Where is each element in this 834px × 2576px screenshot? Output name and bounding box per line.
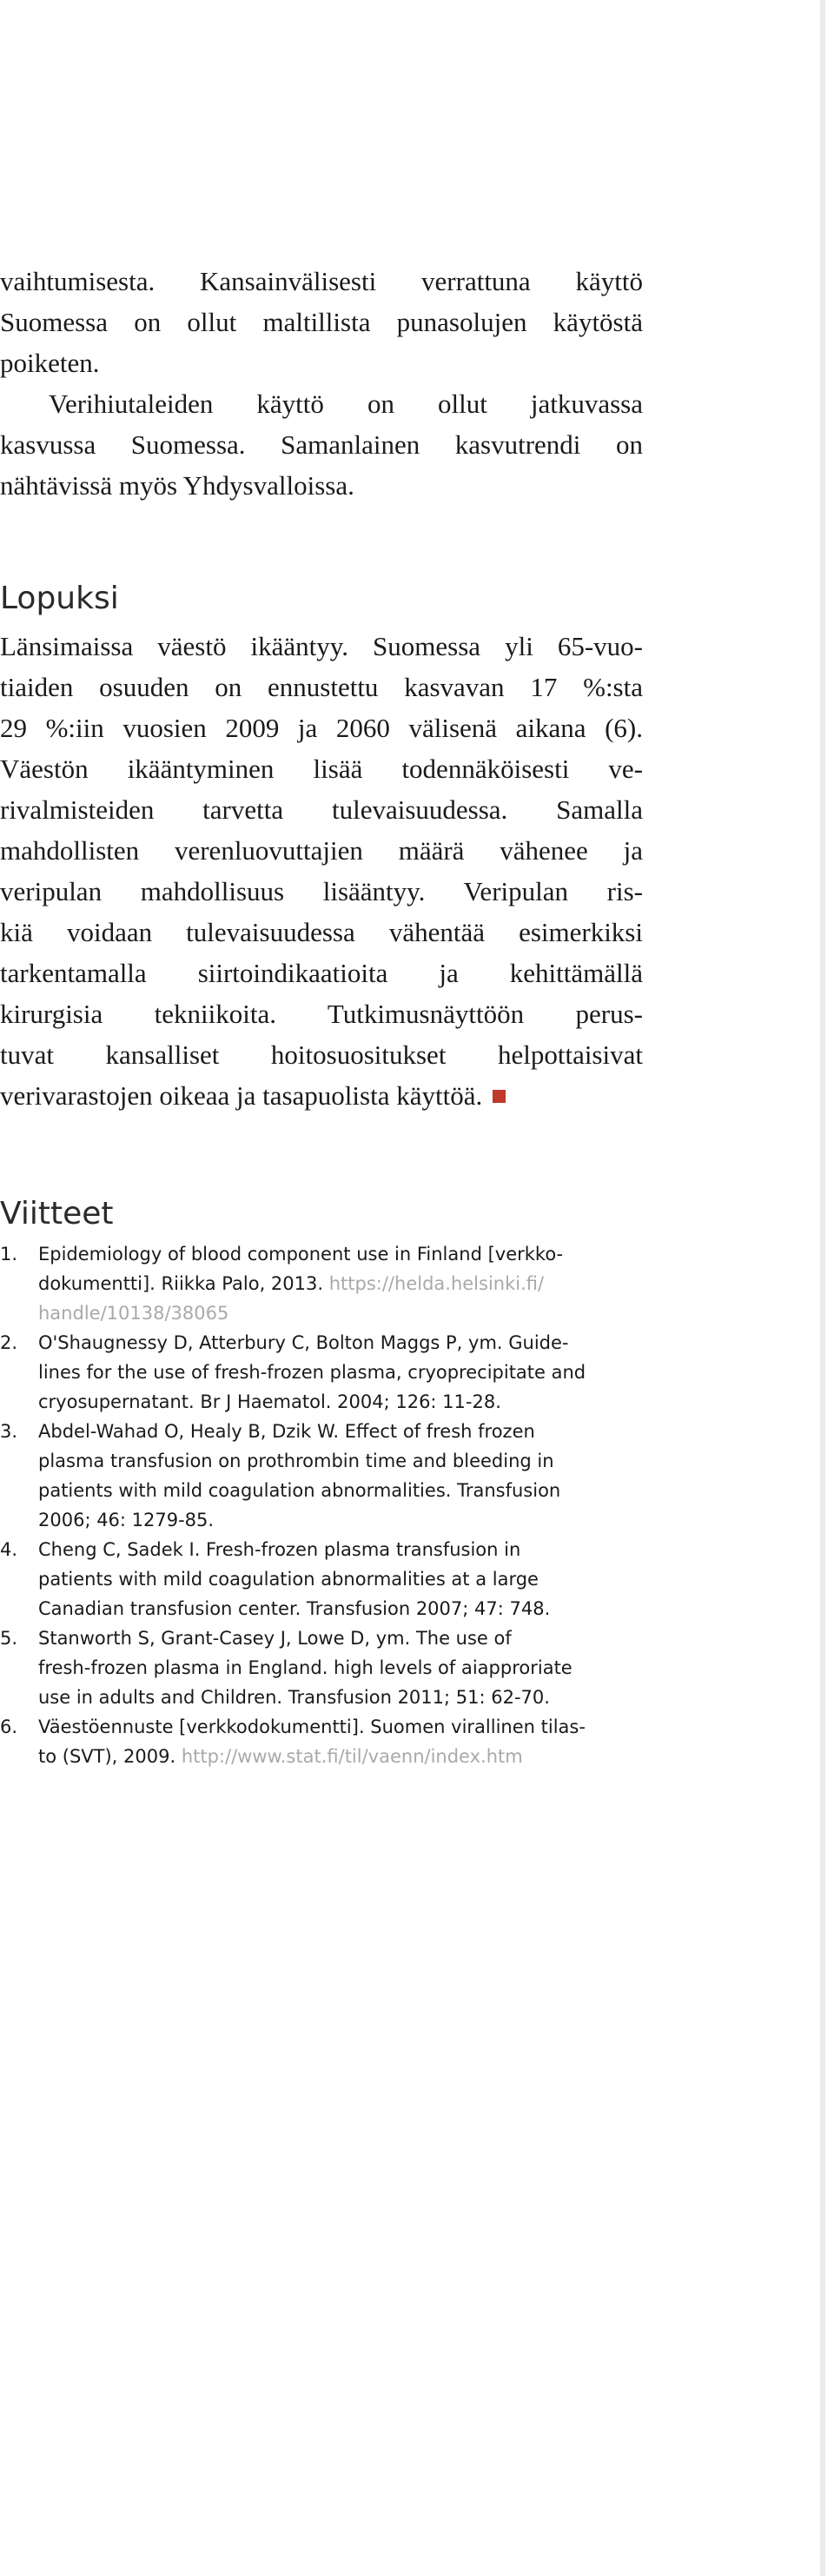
body-line: veripulan mahdollisuus lisääntyy. Veripulan ris- [0, 876, 643, 906]
reference-line [38, 1269, 563, 1298]
reference-line: Stanworth S, Grant-Casey J, Lowe D, ym. The use of [38, 1628, 512, 1649]
reference-text [38, 1328, 586, 1417]
reference-line [38, 1742, 586, 1771]
body-line: poiketen. [0, 348, 100, 378]
body-line: tiaiden osuuden on ennustettu kasvavan 17 %:sta [0, 672, 643, 702]
body-line: tuvat kansalliset hoitosuositukset helpottaisivat [0, 1039, 643, 1070]
reference-text [38, 1535, 550, 1623]
reference-number: 4. [0, 1539, 18, 1560]
reference-number: 3. [0, 1421, 18, 1442]
reference-line: lines for the use of fresh-frozen plasma, cryoprecipitate and [38, 1362, 586, 1383]
body-line: 29 %:iin vuosien 2009 ja 2060 välisenä aikana (6). [0, 713, 643, 743]
body-line: rivalmisteiden tarvetta tulevaisuudessa. Samalla [0, 794, 643, 825]
body-line: mahdollisten verenluovuttajien määrä vähenee ja [0, 835, 643, 866]
reference-line: use in adults and Children. Transfusion 2011; 51: 62-70. [38, 1687, 550, 1708]
reference-line: Cheng C, Sadek I. Fresh-frozen plasma transfusion in [38, 1539, 521, 1560]
reference-line: Väestöennuste [verkkodokumentti]. Suomen virallinen tilas- [38, 1716, 586, 1737]
reference-number: 6. [0, 1716, 18, 1737]
reference-line-text: to (SVT), 2009. [38, 1746, 176, 1767]
article-end-mark [493, 1090, 506, 1103]
body-line: kiä voidaan tulevaisuudessa vähentää esimerkiksi [0, 917, 643, 947]
reference-line: fresh-frozen plasma in England. high levels of aiapproriate [38, 1657, 573, 1678]
reference-line: Epidemiology of blood component use in Finland [verkko- [38, 1244, 564, 1265]
conclusion-heading: Lopuksi [0, 581, 119, 616]
reference-item-2 [0, 1328, 643, 1417]
reference-text [38, 1712, 586, 1771]
reference-line: plasma transfusion on prothrombin time and bleeding in [38, 1451, 554, 1471]
reference-link[interactable]: http://www.stat.fi/til/vaenn/index.htm [181, 1746, 523, 1767]
body-line-final [0, 1075, 643, 1116]
body-line: nähtävissä myös Yhdysvalloissa. [0, 470, 354, 501]
reference-item-3 [0, 1417, 643, 1535]
page-edge-rule [820, 0, 825, 2576]
body-line: tarkentamalla siirtoindikaatioita ja kehittämällä [0, 958, 643, 988]
reference-line: O'Shaugnessy D, Atterbury C, Bolton Maggs P, ym. Guide- [38, 1332, 569, 1353]
reference-item-5 [0, 1623, 643, 1712]
body-line: kasvussa Suomessa. Samanlainen kasvutrendi on [0, 429, 643, 460]
reference-line: patients with mild coagulation abnormalities at a large [38, 1569, 539, 1590]
reference-number: 5. [0, 1628, 18, 1649]
body-line: vaihtumisesta. Kansainvälisesti verrattuna käyttö [0, 266, 643, 296]
references-list [0, 1239, 643, 1771]
reference-number: 2. [0, 1332, 18, 1353]
body-line: kirurgisia tekniikoita. Tutkimusnäyttöön perus- [0, 999, 643, 1029]
reference-text [38, 1239, 563, 1328]
reference-line: Canadian transfusion center. Transfusion 2007; 47: 748. [38, 1598, 551, 1619]
reference-item-4 [0, 1535, 643, 1623]
body-line: Väestön ikääntyminen lisää todennäköisesti ve- [0, 754, 643, 784]
reference-text [38, 1623, 573, 1712]
reference-line: patients with mild coagulation abnormalities. Transfusion [38, 1480, 561, 1501]
conclusion-paragraph [0, 626, 643, 1116]
article-column [0, 261, 643, 1771]
reference-line: 2006; 46: 1279-85. [38, 1510, 215, 1530]
intro-paragraph [0, 261, 643, 383]
reference-item-1 [0, 1239, 643, 1328]
reference-item-6 [0, 1712, 643, 1771]
reference-line: Abdel-Wahad O, Healy B, Dzik W. Effect of fresh frozen [38, 1421, 535, 1442]
reference-line: cryosupernatant. Br J Haematol. 2004; 126: 11-28. [38, 1391, 501, 1412]
reference-line-text: dokumentti]. Riikka Palo, 2013. [38, 1273, 324, 1294]
reference-link[interactable]: handle/10138/38065 [38, 1303, 229, 1324]
reference-link[interactable]: https://helda.helsinki.fi/ [328, 1273, 545, 1294]
body-line: Länsimaissa väestö ikääntyy. Suomessa yli 65-vuo- [0, 631, 643, 661]
references-heading: Viitteet [0, 1196, 114, 1232]
body-line-text: verivarastojen oikeaa ja tasapuolista käyttöä. [0, 1080, 483, 1111]
body-line: Suomessa on ollut maltillista punasolujen käytöstä [0, 307, 643, 337]
platelet-paragraph [0, 383, 643, 506]
reference-number: 1. [0, 1244, 18, 1265]
reference-text [38, 1417, 560, 1535]
body-line: Verihiutaleiden käyttö on ollut jatkuvassa [49, 388, 643, 419]
